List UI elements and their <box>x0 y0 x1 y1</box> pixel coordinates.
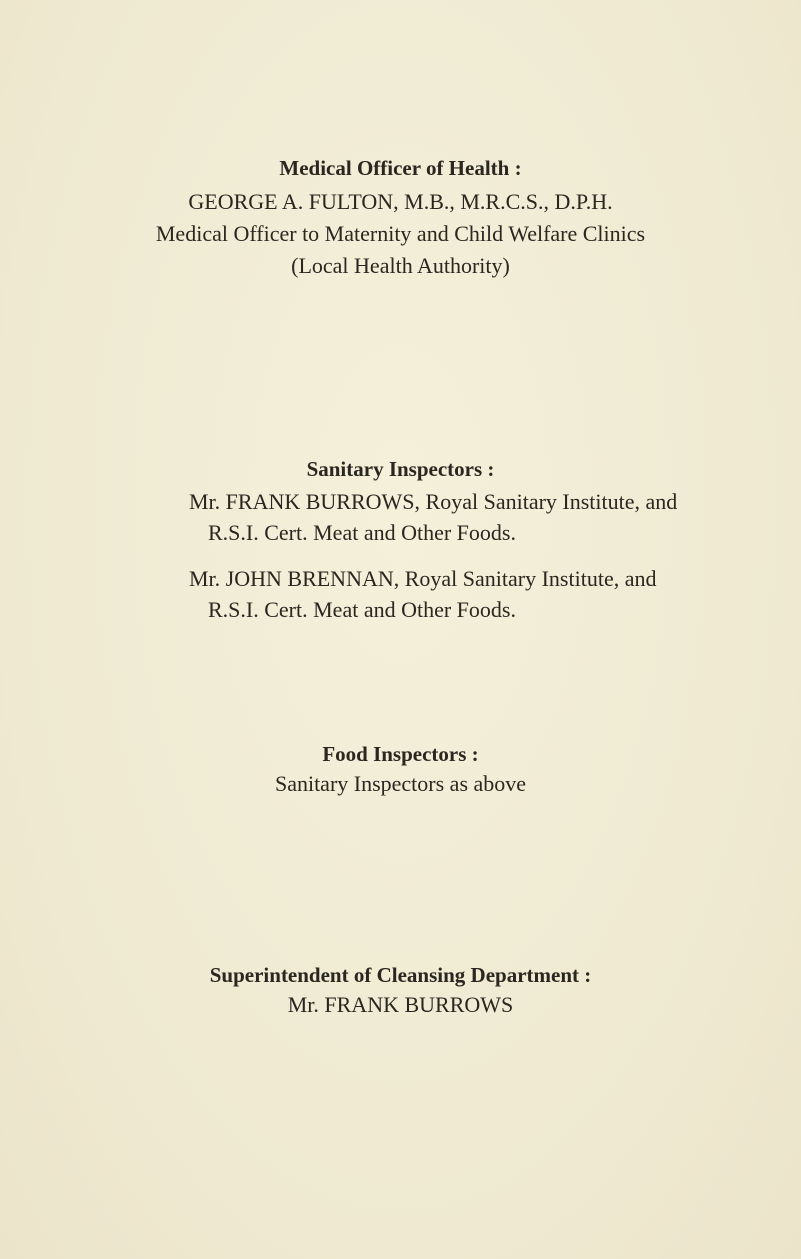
sanitary-inspector-1-line2: R.S.I. Cert. Meat and Other Foods. <box>208 520 516 545</box>
sanitary-inspector-2-line2: R.S.I. Cert. Meat and Other Foods. <box>208 597 516 622</box>
cleansing-section <box>0 961 801 1021</box>
sanitary-inspector-1-line1: Mr. FRANK BURROWS, Royal Sanitary Institute, and <box>189 489 678 514</box>
food-inspectors-section <box>0 740 801 800</box>
medical-officer-role-line2: (Local Health Authority) <box>291 253 510 278</box>
medical-officer-heading: Medical Officer of Health : <box>279 156 522 180</box>
medical-officer-role-line1: Medical Officer to Maternity and Child Welfare Clinics <box>155 221 646 246</box>
sanitary-inspectors-heading-wrap <box>0 455 801 483</box>
food-inspectors-heading: Food Inspectors : <box>322 742 479 766</box>
medical-officer-section <box>0 154 801 282</box>
medical-officer-name: GEORGE A. FULTON, M.B., M.R.C.S., D.P.H. <box>188 189 613 214</box>
cleansing-superintendent-name: Mr. FRANK BURROWS <box>287 992 514 1017</box>
sanitary-inspector-entry-2 <box>189 563 749 625</box>
sanitary-inspectors-heading: Sanitary Inspectors : <box>306 457 495 481</box>
sanitary-inspector-2-line1: Mr. JOHN BRENNAN, Royal Sanitary Institute, and <box>189 566 657 591</box>
sanitary-inspector-entry-1 <box>189 486 749 548</box>
cleansing-heading: Superintendent of Cleansing Department : <box>209 963 592 987</box>
food-inspectors-text: Sanitary Inspectors as above <box>274 771 527 796</box>
